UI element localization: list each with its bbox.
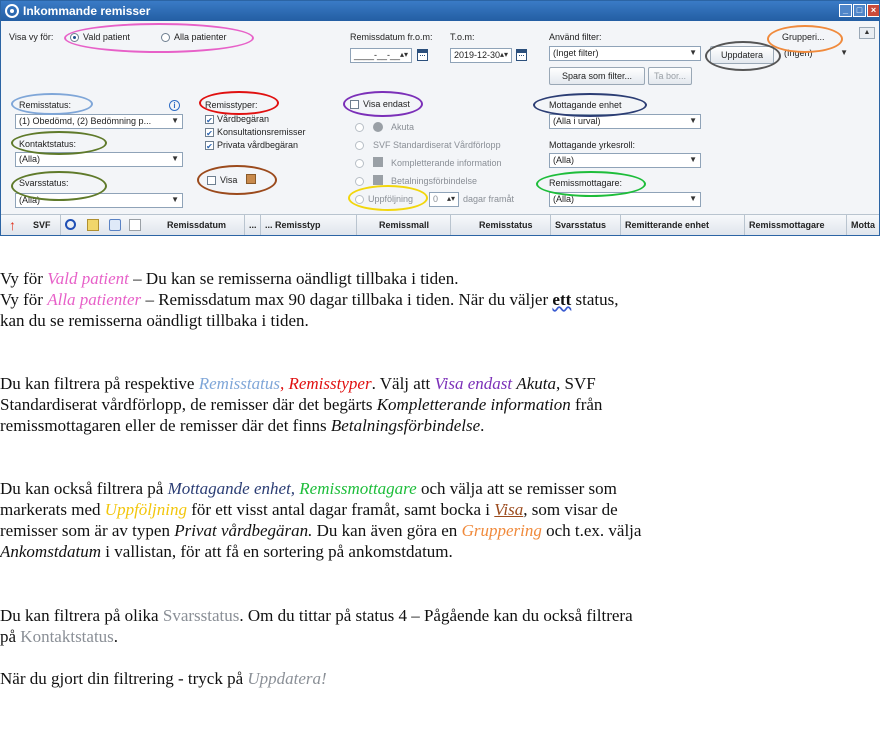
radio-alla-patienter-label[interactable]: Alla patienter	[174, 32, 227, 42]
column-svarsstatus[interactable]: Svarsstatus	[551, 215, 621, 235]
text: . Om du tittar på status 4 – Pågående kan du också filtrera	[239, 606, 633, 625]
radio-alla-patienter[interactable]	[161, 33, 170, 42]
text: – Du kan se remisserna oändligt tillbaka i tiden.	[128, 269, 459, 288]
remissmottagare-label: Remissmottagare:	[549, 178, 623, 188]
text: status,	[571, 290, 619, 309]
radio-vald-patient[interactable]	[70, 33, 79, 42]
mottagande-yrkesroll-label: Mottagande yrkesroll:	[549, 140, 636, 150]
remisstyp-konsultation-label: Konsultationsremisser	[217, 127, 306, 137]
scroll-up-button[interactable]: ▲	[859, 27, 875, 39]
anvand-filter-value: (Inget filter)	[553, 48, 599, 58]
column-remissmall[interactable]: Remissmall	[357, 215, 451, 235]
dagar-framat-label: dagar framåt	[463, 194, 515, 204]
term-privat-vardbegaran: Privat vårdbegäran.	[174, 521, 313, 540]
info-icon[interactable]: i	[169, 100, 180, 111]
gruppering-select[interactable]: (Ingen) ▼	[784, 48, 848, 58]
flag-icon[interactable]	[129, 219, 141, 231]
app-icon	[5, 4, 19, 18]
term-visa-endast: Visa endast	[434, 374, 513, 393]
tom-label: T.o.m:	[450, 32, 475, 42]
priority-arrow-icon[interactable]: ↑	[9, 217, 16, 233]
close-icon[interactable]: ×	[867, 4, 880, 17]
akuta-label: Akuta	[391, 122, 415, 132]
title-bar	[1, 1, 879, 21]
svarsstatus-select[interactable]: (Alla) ▼	[15, 193, 183, 208]
kontaktstatus-label: Kontaktstatus:	[19, 139, 77, 149]
remissdatum-from-label: Remissdatum fr.o.m:	[350, 32, 433, 42]
text: markerats med	[0, 500, 105, 519]
paragraph-vy	[0, 268, 892, 331]
term-kontaktstatus: Kontaktstatus	[20, 627, 114, 646]
mottagande-enhet-label: Mottagande enhet	[549, 100, 622, 110]
betalningsforbindelse-label: Betalningsförbindelse	[391, 176, 478, 186]
uppfoljning-days-input[interactable]: 0 ▴▾	[429, 192, 459, 207]
term-alla-patienter: Alla patienter	[47, 290, 142, 309]
mottagande-enhet-value: (Alla i urval)	[553, 116, 601, 126]
calendar-from-icon[interactable]	[417, 49, 428, 61]
term-kompletterande: Kompletterande information	[376, 395, 571, 414]
term-akuta: Akuta	[516, 374, 557, 393]
remisstyper-label: Remisstyper:	[205, 100, 258, 110]
term-mottagande-enhet: Mottagande enhet	[167, 479, 291, 498]
term-remisstyper: Remisstyper	[288, 374, 372, 393]
remisstatus-label: Remisstatus:	[19, 100, 72, 110]
text: , SVF	[556, 374, 596, 393]
paragraph-svarsstatus	[0, 605, 892, 647]
inkommande-remisser-window	[0, 0, 880, 236]
visa-label: Visa	[220, 175, 238, 185]
kontaktstatus-value: (Alla)	[19, 154, 41, 164]
remisstatus-select[interactable]: (1) Obedömd, (2) Bedömning p... ▼	[15, 114, 183, 129]
text: ,	[290, 479, 296, 498]
radio-akuta[interactable]	[355, 123, 364, 132]
from-value: ____-__-__	[354, 50, 401, 60]
mottagande-yrkesroll-select[interactable]: (Alla) ▼	[549, 153, 701, 168]
visa-endast-label: Visa endast	[363, 99, 410, 109]
text: och t.ex. välja	[541, 521, 642, 540]
mottagande-yrkesroll-value: (Alla)	[553, 155, 575, 165]
window-title: Inkommande remisser	[23, 4, 151, 18]
check-privata-vardbegaran[interactable]	[205, 141, 214, 150]
column-svf[interactable]: SVF	[29, 215, 61, 235]
text: – Remissdatum max 90 dagar tillbaka i tiden. När du väljer	[141, 290, 553, 309]
note-icon[interactable]	[87, 219, 99, 231]
text: .	[480, 416, 485, 435]
text: , som visar de	[523, 500, 618, 519]
text: för ett visst antal dagar framåt, samt bocka i	[186, 500, 495, 519]
term-visa: Visa	[494, 500, 524, 519]
radio-uppfoljning[interactable]	[355, 195, 364, 204]
betalning-icon	[373, 175, 383, 185]
gruppering-label: Grupperi...	[782, 32, 825, 42]
check-vardbegaran[interactable]	[205, 115, 214, 124]
term-gruppering: Gruppering	[461, 521, 542, 540]
paragraph-mottagande	[0, 478, 892, 562]
term-uppdatera: Uppdatera!	[247, 669, 327, 688]
tom-value: 2019-12-30	[454, 50, 501, 60]
svarsstatus-label: Svarsstatus:	[19, 178, 69, 188]
remissmottagare-value: (Alla)	[553, 194, 575, 204]
column-dots[interactable]: ...	[245, 215, 261, 235]
term-ankomstdatum: Ankomstdatum	[0, 542, 102, 561]
maximize-icon[interactable]: □	[853, 4, 866, 17]
term-remissmottagare: Remissmottagare	[299, 479, 417, 498]
column-remitterande-enhet[interactable]: Remitterande enhet	[621, 215, 745, 235]
anvand-filter-select[interactable]: (Inget filter) ▼	[549, 46, 701, 61]
calendar-tom-icon[interactable]	[516, 49, 527, 61]
radio-betalningsforbindelse[interactable]	[355, 177, 364, 186]
text: Du kan också filtrera på	[0, 479, 168, 498]
term-ett: ett	[552, 290, 572, 309]
text: Du kan filtrera på olika	[0, 606, 163, 625]
tom-input[interactable]: 2019-12-30 ▴▾	[450, 48, 512, 63]
text: och välja att se remisser som	[416, 479, 617, 498]
column-remissmottagare[interactable]: Remissmottagare	[745, 215, 847, 235]
remisstyp-privata-label: Privata vårdbegäran	[217, 140, 299, 150]
term-uppfoljning: Uppföljning	[104, 500, 187, 519]
text: Standardiserat vårdförlopp, de remisser där det begärts	[0, 395, 377, 414]
blocked-icon[interactable]	[65, 219, 76, 230]
column-remisstatus[interactable]: Remisstatus	[451, 215, 551, 235]
filter-panel	[1, 21, 879, 214]
anvand-filter-label: Använd filter:	[549, 32, 602, 42]
text: Vy för	[0, 290, 48, 309]
text: på	[0, 627, 21, 646]
check-konsultationsremisser[interactable]	[205, 128, 214, 137]
uppfoljning-days-value: 0	[433, 194, 439, 204]
column-motta[interactable]: Motta	[851, 220, 875, 230]
spara-som-filter-button[interactable]: Spara som filter...	[549, 67, 645, 85]
text: i vallistan, för att få en sortering på ankomstdatum.	[101, 542, 453, 561]
check-visa[interactable]	[207, 176, 216, 185]
gruppering-value: (Ingen)	[784, 48, 813, 58]
check-visa-endast[interactable]	[350, 100, 359, 109]
kompletterande-icon	[373, 157, 383, 167]
text: kan du se remisserna oändligt tillbaka i tiden.	[0, 311, 309, 330]
text: remisser som är av typen	[0, 521, 175, 540]
term-remisstatus: Remisstatus	[198, 374, 280, 393]
kompletterande-label: Kompletterande information	[391, 158, 502, 168]
ta-bort-button[interactable]: Ta bor...	[648, 67, 692, 85]
remisstyp-vardbegaran-label: Vårdbegäran	[217, 114, 270, 124]
svf-label: SVF Standardiserat Vårdförlopp	[373, 140, 501, 150]
term-svarsstatus: Svarsstatus	[162, 606, 240, 625]
uppfoljning-label: Uppföljning	[368, 194, 414, 204]
text: från	[570, 395, 603, 414]
svarsstatus-value: (Alla)	[19, 195, 41, 205]
text: .	[113, 627, 119, 646]
comment-icon[interactable]	[109, 219, 121, 231]
text: . Välj att	[371, 374, 435, 393]
uppdatera-button[interactable]: Uppdatera	[710, 46, 774, 64]
column-remisstyp[interactable]: ... Remisstyp	[261, 215, 357, 235]
paragraph-uppdatera	[0, 668, 892, 689]
visa-vy-for-label: Visa vy för:	[9, 32, 54, 42]
text: ,	[279, 374, 285, 393]
text: Du kan filtrera på respektive	[0, 374, 199, 393]
text: remissmottagaren eller de remisser där det finns	[0, 416, 331, 435]
remissdatum-from-input[interactable]: ____-__-__ ▴▾	[350, 48, 412, 63]
radio-vald-patient-label[interactable]: Vald patient	[83, 32, 130, 42]
radio-kompletterande[interactable]	[355, 159, 364, 168]
column-header-bar	[1, 214, 879, 235]
kontaktstatus-select[interactable]: (Alla) ▼	[15, 152, 183, 167]
term-betalningsforbindelse: Betalningsförbindelse	[330, 416, 481, 435]
text: När du gjort din filtrering - tryck på	[0, 669, 248, 688]
minimize-icon[interactable]: _	[839, 4, 852, 17]
text: Du kan även göra en	[312, 521, 462, 540]
remissmottagare-select[interactable]: (Alla) ▼	[549, 192, 701, 207]
text: Vy för	[0, 269, 48, 288]
column-remissdatum[interactable]: Remissdatum	[147, 215, 245, 235]
privat-vardbegaran-icon	[246, 174, 256, 184]
term-vald-patient: Vald patient	[47, 269, 129, 288]
remisstatus-value: (1) Obedömd, (2) Bedömning p...	[19, 116, 152, 126]
mottagande-enhet-select[interactable]: (Alla i urval) ▼	[549, 114, 701, 129]
akuta-icon	[373, 122, 383, 132]
radio-svf[interactable]	[355, 141, 364, 150]
paragraph-remisstatus	[0, 373, 892, 436]
